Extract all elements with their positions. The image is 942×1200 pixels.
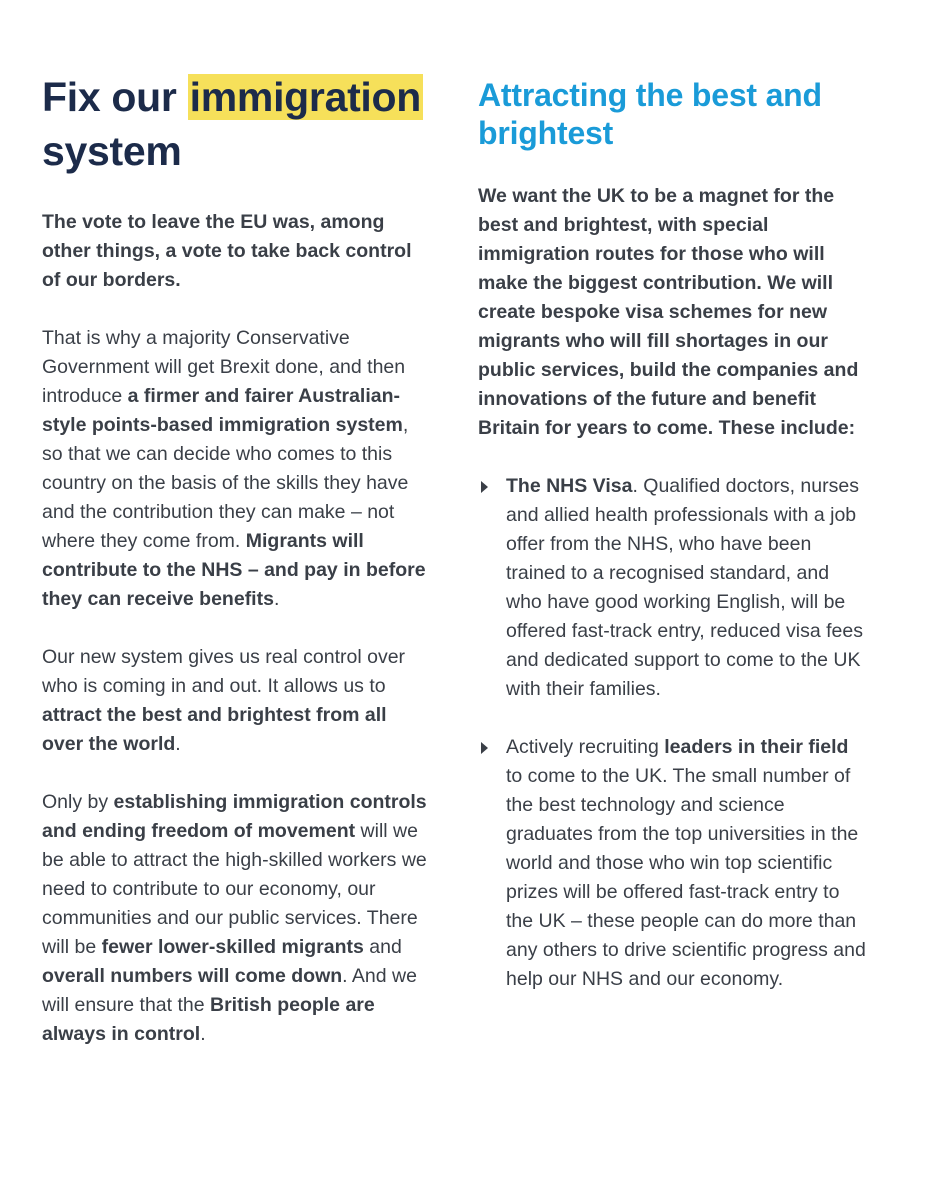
title-part-2: system <box>42 128 182 174</box>
left-column <box>42 70 432 1049</box>
right-lead-paragraph: We want the UK to be a magnet for the best and brightest, with special immigration routes for those who will make the biggest contribution. We will create bespoke visa schemes for new migrants who will fill shortages in our public services, build the companies and innovations of the future and benefit Britain for years to come. These include: <box>478 185 859 439</box>
title-part-1: Fix our <box>42 74 188 120</box>
left-paragraph-3: Only by establishing immigration controls and ending freedom of movement will we be able to attract the high-skilled workers we need to contribute to our economy, our communities and our public services. There will be fewer lower-skilled migrants and overall numbers will come down. And we will ensure that the British people are always in control. <box>42 791 427 1045</box>
section-title: Attracting the best and brightest <box>478 77 822 151</box>
emphasis: a firmer and fairer Australian-style points-based immigration system <box>42 385 403 436</box>
emphasis: leaders in their field <box>664 736 849 758</box>
page-title <box>42 70 432 178</box>
emphasis: British people are always in control <box>42 994 375 1045</box>
left-lead-paragraph: The vote to leave the EU was, among other things, a vote to take back control of our borders. <box>42 211 412 291</box>
emphasis: Migrants will contribute to the NHS – and pay in before they can receive benefits <box>42 530 426 610</box>
bullet-arrow-icon <box>481 481 488 493</box>
emphasis: The NHS Visa <box>506 475 633 497</box>
right-column <box>478 76 868 994</box>
bullet-arrow-icon <box>481 742 488 754</box>
emphasis: overall numbers will come down <box>42 965 343 987</box>
emphasis: establishing immigration controls and ending freedom of movement <box>42 791 427 842</box>
emphasis: fewer lower-skilled migrants <box>101 936 364 958</box>
title-highlight: immigration <box>189 74 422 120</box>
left-paragraph-1: That is why a majority Conservative Government will get Brexit done, and then introduce a firmer and fairer Australian-style points-based immigration system, so that we can decide who comes to this country on the basis of the skills they have and the contribution they can make – not where they come from. Migrants will contribute to the NHS – and pay in before they can receive benefits. <box>42 327 426 610</box>
bullet-item-nhs-visa: The NHS Visa. Qualified doctors, nurses and allied health professionals with a job offer from the NHS, who have been trained to a recognised standard, and who have good working English, will be offered fast-track entry, reduced visa fees and dedicated support to come to the UK with their families. <box>478 472 868 704</box>
bullet-item-leaders: Actively recruiting leaders in their field to come to the UK. The small number of the best technology and science graduates from the top universities in the world and those who win top scientific prizes will be offered fast-track entry to the UK – these people can do more than any others to drive scientific progress and help our NHS and our economy. <box>478 733 868 994</box>
emphasis: attract the best and brightest from all over the world <box>42 704 387 755</box>
left-paragraph-2: Our new system gives us real control over who is coming in and out. It allows us to attract the best and brightest from all over the world. <box>42 646 406 755</box>
